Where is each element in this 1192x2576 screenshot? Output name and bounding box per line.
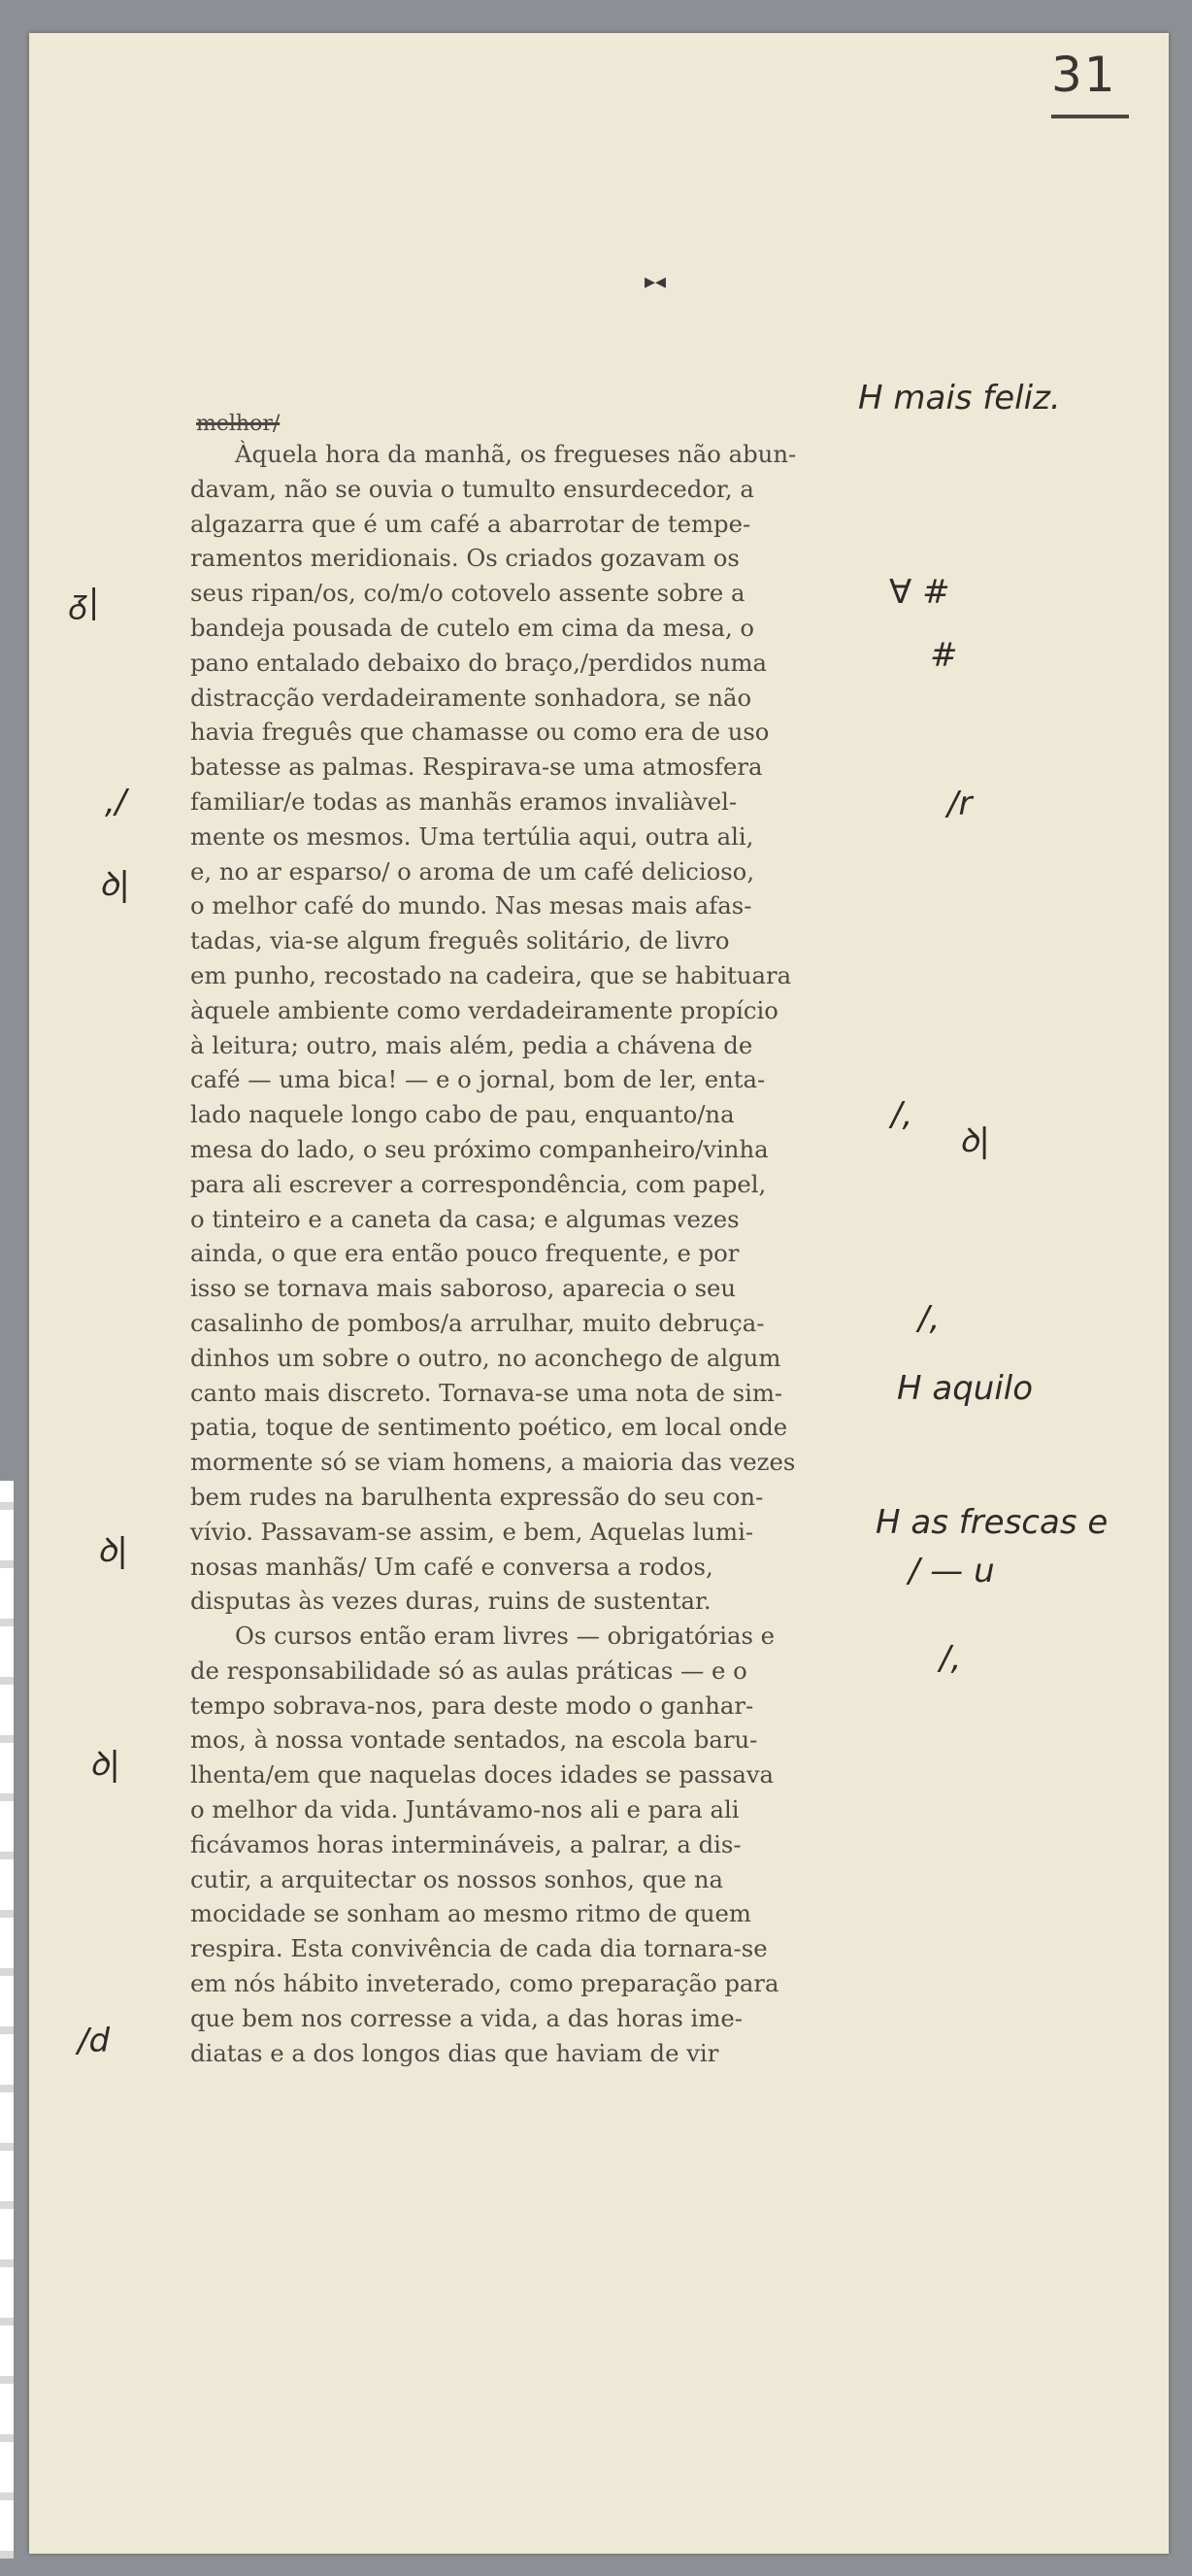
text-line: em nós hábito inveterado, como preparação para [190,1969,779,1998]
text-line: dinhos um sobre o outro, no aconchego de algum [190,1343,781,1372]
margin-note-paragraph: ꝺ| [959,1121,990,1160]
text-line: casalinho de pombos/a arrulhar, muito debruça- [190,1308,765,1337]
margin-note-as-frescas: H as frescas e [876,1503,1109,1542]
text-line: mos, à nossa vontade sentados, na escola baru- [190,1725,758,1755]
margin-note-el: ᵹ| [70,583,100,621]
text-line: tadas, via-se algum freguês solitário, de livro [190,926,730,955]
margin-note-paragraph: ꝺ| [99,865,130,904]
text-line: respira. Esta convivência de cada dia tornara-se [190,1934,768,1963]
margin-note-paragraph: ꝺ| [97,1531,128,1570]
text-line: ramentos meridionais. Os criados gozavam os [190,544,740,573]
margin-note-hash: ∀ # [889,573,950,612]
margin-note-paragraph: ꝺ| [89,1745,120,1784]
text-line: diatas e a dos longos dias que haviam de vir [190,2038,719,2067]
text-line: e, no ar esparso/ o aroma de um café delicioso, [190,856,755,886]
text-line: isso se tornava mais saboroso, aparecia o seu [190,1274,737,1303]
typed-text-block [190,437,842,2070]
text-line: Àquela hora da manhã, os fregueses não abun- [235,440,797,468]
text-line: ainda, o que era então pouco frequente, e por [190,1239,740,1268]
text-line: o tinteiro e a caneta da casa; e algumas vezes [190,1204,740,1233]
text-line: para ali escrever a correspondência, com papel, [190,1169,767,1198]
text-line: pano entalado debaixo do braço,/perdidos numa [190,648,768,677]
margin-note-r: /r [947,785,973,823]
text-line: o melhor da vida. Juntávamo-nos ali e para ali [190,1795,740,1824]
page-number-underline [1051,115,1129,118]
text-line: mocidade se sonham ao mesmo ritmo de quem [190,1899,751,1928]
text-line: de responsabilidade só as aulas práticas — e o [190,1656,747,1685]
text-line: lhenta/em que naquelas doces idades se passava [190,1760,775,1790]
stamp-mark: ▸◂ [645,270,667,294]
margin-note-u: / — u [909,1552,995,1590]
text-line: distracção verdadeiramente sonhadora, se não [190,683,752,712]
edge-strip [0,1481,14,2559]
text-line: nosas manhãs/ Um café e conversa a rodos, [190,1552,713,1581]
text-line: patia, toque de sentimento poético, em local onde [190,1413,788,1442]
text-line: bem rudes na barulhenta expressão do seu con- [190,1482,764,1511]
text-line: à leitura; outro, mais além, pedia a chávena de [190,1030,753,1059]
text-line: ficávamos horas intermináveis, a palrar, a dis- [190,1829,742,1858]
text-line: davam, não se ouvia o tumulto ensurdecedor, a [190,474,754,503]
text-line: mesa do lado, o seu próximo companheiro/vinha [190,1134,769,1163]
margin-note-comma: /, [918,1299,941,1338]
margin-note-d: /d [78,2022,111,2060]
text-line: que bem nos corresse a vida, a das horas ime- [190,2003,743,2032]
text-line: batesse as palmas. Respirava-se uma atmosfera [190,753,763,782]
margin-note-aquilo: H aquilo [897,1369,1034,1408]
margin-note-comma: ,/ [105,783,127,821]
text-line: vívio. Passavam-se assim, e bem, Aquelas lumi- [190,1517,754,1546]
text-line: àquele ambiente como verdadeiramente propício [190,995,778,1024]
page-number: 31 [1051,47,1117,103]
text-line: lado naquele longo cabo de pau, enquanto/na [190,1100,735,1129]
text-line: disputas às vezes duras, ruins de sustentar. [190,1587,712,1616]
margin-note-hash: # [930,636,958,675]
text-line: cutir, a arquitectar os nossos sonhos, que na [190,1864,724,1893]
margin-note-mais-feliz: H mais feliz. [858,379,1061,418]
paragraph-2 [190,1619,842,2070]
paragraph-1 [190,437,842,1619]
text-line: bandeja pousada de cutelo em cima da mesa, o [190,613,755,642]
deleted-header-word: melhor/ [196,412,281,436]
text-line: Os cursos então eram livres — obrigatórias e [235,1622,776,1651]
text-line: o melhor café do mundo. Nas mesas mais afas- [190,891,752,920]
text-line: canto mais discreto. Tornava-se uma nota de sim- [190,1378,783,1407]
text-line: seus ripan/os, co/m/o cotovelo assente sobre a [190,579,745,608]
margin-note-comma: /, [891,1095,913,1134]
margin-note-comma: /, [940,1639,962,1678]
text-line: mormente só se viam homens, a maioria das vezes [190,1448,796,1477]
text-line: havia freguês que chamasse ou como era de uso [190,718,770,747]
text-line: mente os mesmos. Uma tertúlia aqui, outra ali, [190,821,754,851]
text-line: algazarra que é um café a abarrotar de tempe- [190,509,751,538]
text-line: café — uma bica! — e o jornal, bom de ler, enta- [190,1065,766,1094]
text-line: familiar/e todas as manhãs eramos invaliàvel- [190,786,738,816]
text-line: tempo sobrava-nos, para deste modo o ganhar- [190,1690,754,1720]
text-line: em punho, recostado na cadeira, que se habituara [190,960,792,989]
